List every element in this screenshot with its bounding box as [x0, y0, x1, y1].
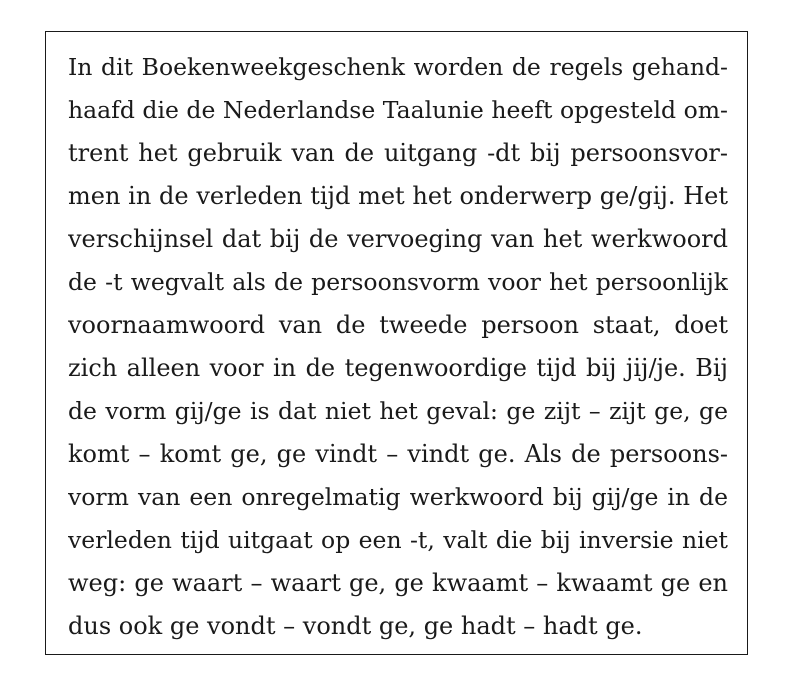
paragraph	[68, 46, 728, 648]
paragraph-line: de vorm gij/ge is dat niet het geval: ge zijt – zijt ge, ge	[68, 397, 728, 425]
paragraph-line: verleden tijd uitgaat op een -t, valt die bij inversie niet	[68, 526, 728, 554]
paragraph-line: verschijnsel dat bij de vervoeging van het werkwoord	[68, 225, 728, 253]
paragraph-line: weg: ge waart – waart ge, ge kwaamt – kwaamt ge en	[68, 569, 728, 597]
paragraph-line: In dit Boekenweekgeschenk worden de regels gehand-	[68, 53, 728, 81]
paragraph-line: dus ook ge vondt – vondt ge, ge hadt – hadt ge.	[68, 612, 643, 640]
paragraph-line: trent het gebruik van de uitgang -dt bij persoonsvor-	[68, 139, 728, 167]
paragraph-line: vorm van een onregelmatig werkwoord bij gij/ge in de	[68, 483, 728, 511]
paragraph-line: zich alleen voor in de tegenwoordige tijd bij jij/je. Bij	[68, 354, 728, 382]
paragraph-line: men in de verleden tijd met het onderwerp ge/gij. Het	[68, 182, 728, 210]
paragraph-line: voornaamwoord van de tweede persoon staat, doet	[68, 311, 728, 339]
paragraph-line: de -t wegvalt als de persoonsvorm voor het persoonlijk	[68, 268, 728, 296]
text-box	[45, 31, 748, 655]
paragraph-line: komt – komt ge, ge vindt – vindt ge. Als de persoons-	[68, 440, 728, 468]
paragraph-line: haafd die de Nederlandse Taalunie heeft opgesteld om-	[68, 96, 728, 124]
